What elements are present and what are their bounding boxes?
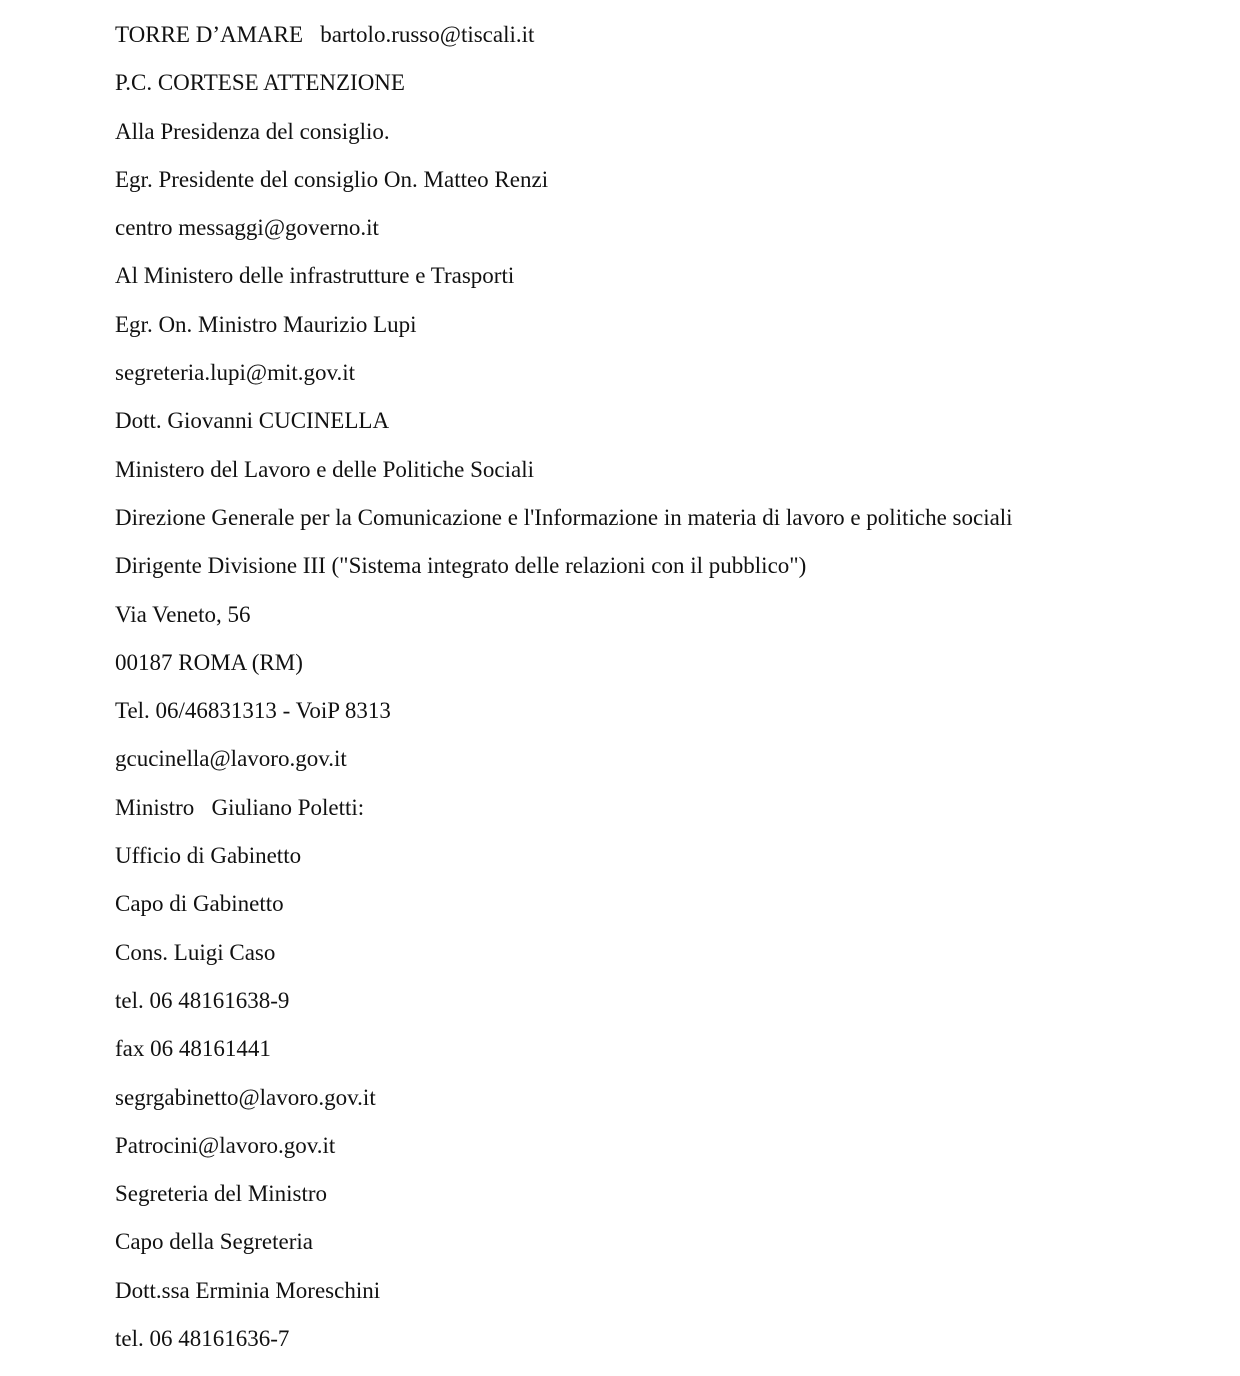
fax-line: fax 06 48161441 [115, 1036, 271, 1062]
phone-line: Tel. 06/46831313 - VoiP 8313 [115, 698, 391, 724]
recipient-line: Dott. Giovanni CUCINELLA [115, 408, 390, 434]
document-body [115, 16, 1013, 1368]
recipient-line: Egr. Presidente del consiglio On. Matteo Renzi [115, 166, 549, 192]
email-line: segrgabinetto@lavoro.gov.it [115, 1084, 376, 1110]
address-line: 00187 ROMA (RM) [115, 649, 303, 675]
recipient-line: Capo della Segreteria [115, 1229, 313, 1255]
recipient-line: Segreteria del Ministro [115, 1181, 328, 1207]
attention-line: P.C. CORTESE ATTENZIONE [115, 70, 405, 96]
header-line: TORRE D’AMARE bartolo.russo@tiscali.it [115, 22, 535, 47]
recipient-line: Al Ministero delle infrastrutture e Trasporti [115, 263, 515, 289]
address-line: Via Veneto, 56 [115, 601, 251, 627]
recipient-line: Egr. On. Ministro Maurizio Lupi [115, 311, 417, 337]
email-line: centro messaggi@governo.it [115, 215, 379, 241]
recipient-line: Capo di Gabinetto [115, 891, 284, 917]
recipient-line: Cons. Luigi Caso [115, 939, 276, 965]
phone-line: tel. 06 48161636-7 [115, 1326, 290, 1352]
recipient-line: Dirigente Divisione III ("Sistema integrato delle relazioni con il pubblico") [115, 553, 807, 579]
recipient-line: Ministro Giuliano Poletti: [115, 794, 365, 820]
email-line: segreteria.lupi@mit.gov.it [115, 360, 356, 386]
recipient-line: Direzione Generale per la Comunicazione e l'Informazione in materia di lavoro e politiche sociali [115, 504, 1013, 530]
recipient-line: Dott.ssa Erminia Moreschini [115, 1277, 381, 1303]
recipient-line: Ufficio di Gabinetto [115, 843, 302, 869]
email-line: Patrocini@lavoro.gov.it [115, 1132, 336, 1158]
email-line: gcucinella@lavoro.gov.it [115, 746, 347, 772]
recipient-line: Alla Presidenza del consiglio. [115, 118, 390, 144]
recipient-line: Ministero del Lavoro e delle Politiche Sociali [115, 456, 535, 482]
phone-line: tel. 06 48161638-9 [115, 987, 290, 1013]
